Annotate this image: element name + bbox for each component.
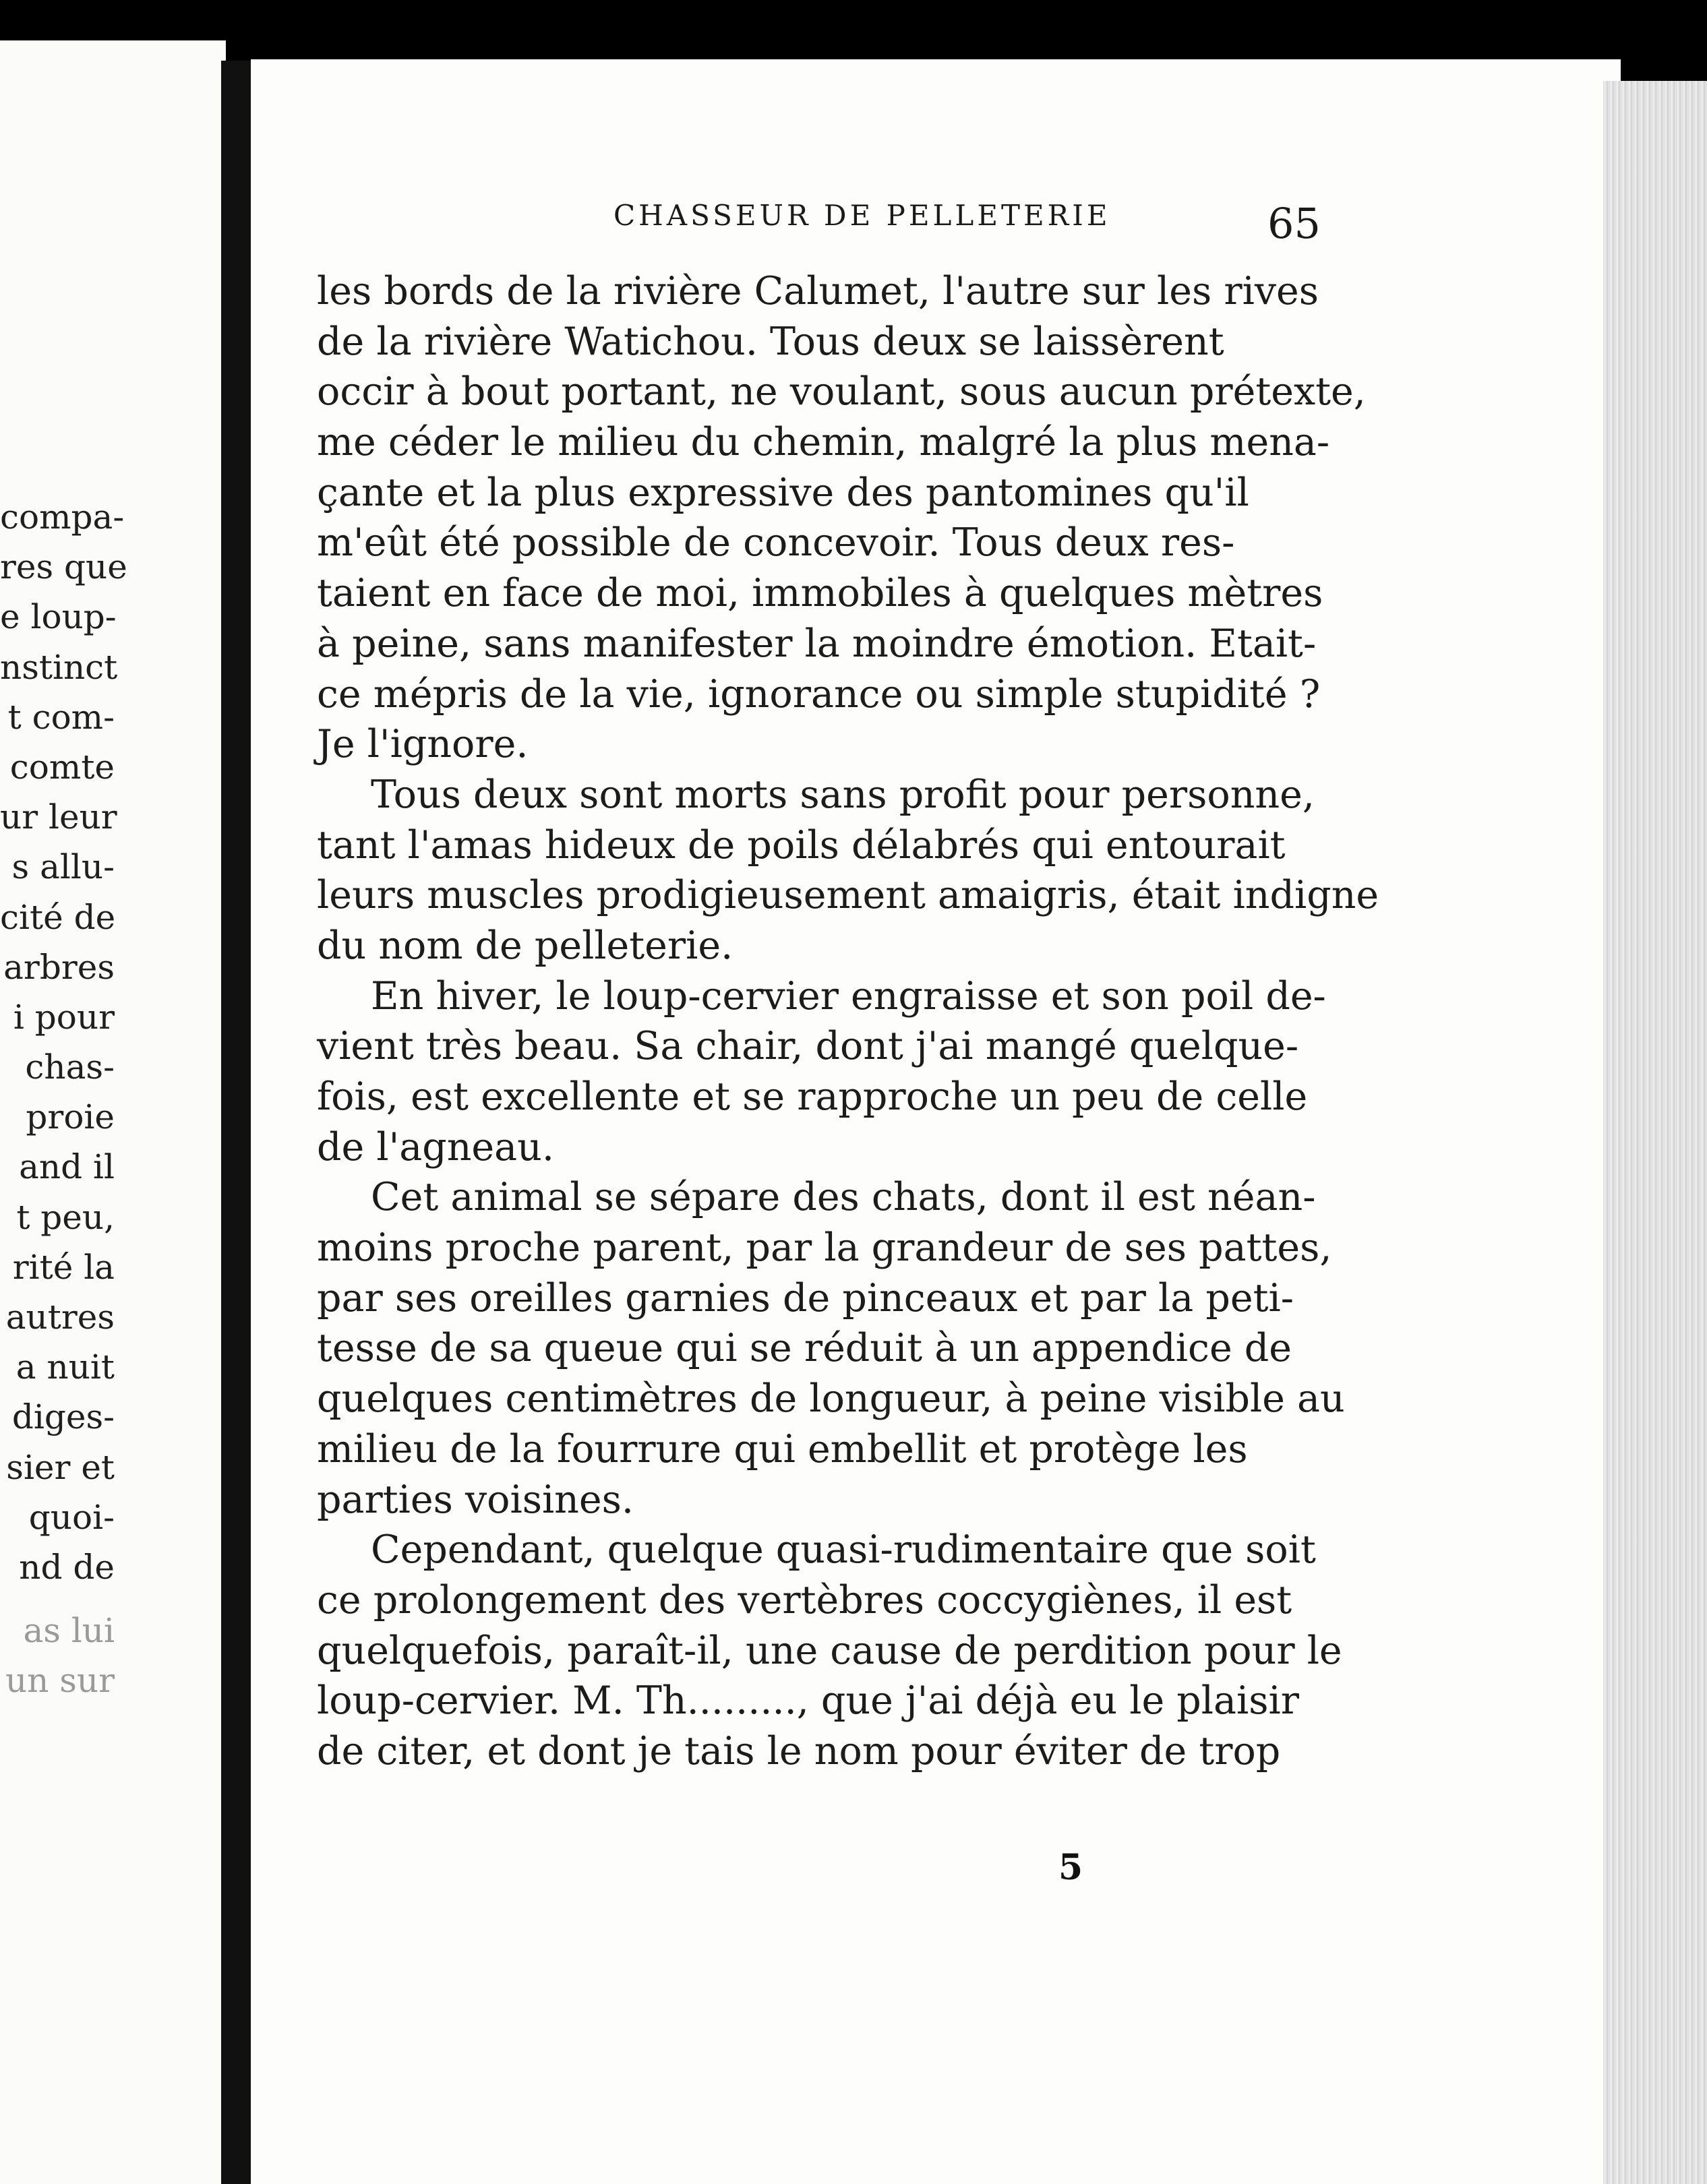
text-line: par ses oreilles garnies de pinceaux et par la peti- (317, 1275, 1294, 1321)
page-edges (1603, 81, 1707, 2184)
text-line: Cependant, quelque quasi-rudimentaire que soit (371, 1527, 1316, 1573)
left-page-line: sier et (6, 1447, 115, 1487)
text-line: parties voisines. (317, 1477, 634, 1522)
text-line: loup-cervier. M. Th........., que j'ai déjà eu le plaisir (317, 1678, 1299, 1724)
left-page-line: e loup- (0, 597, 117, 637)
left-page-line: a nuit (16, 1347, 115, 1387)
book-gutter (221, 61, 252, 2184)
text-line: En hiver, le loup-cervier engraisse et son poil de- (371, 973, 1326, 1019)
signature-mark: 5 (1058, 1847, 1083, 1888)
left-page-line: i pour (13, 997, 115, 1037)
text-line: occir à bout portant, ne voulant, sous aucun prétexte, (317, 369, 1366, 415)
left-page-line: s allu- (11, 847, 115, 887)
left-page-line: proie (26, 1097, 115, 1137)
text-line: me céder le milieu du chemin, malgré la plus mena- (317, 420, 1330, 465)
left-page-text (0, 492, 226, 1706)
running-head: CHASSEUR DE PELLETERIE (613, 199, 1111, 232)
left-page-faded-line: un sur (5, 1661, 115, 1701)
left-page-line: diges- (11, 1397, 115, 1437)
left-page-line: compa- (0, 497, 125, 537)
left-page-line: arbres (3, 947, 115, 987)
text-line: moins proche parent, par la grandeur de ses pattes, (317, 1225, 1332, 1271)
text-line: quelques centimètres de longueur, à peine visible au (317, 1376, 1345, 1422)
text-line: ce mépris de la vie, ignorance ou simple stupidité ? (317, 671, 1321, 717)
text-line: milieu de la fourrure qui embellit et protège les (317, 1426, 1248, 1472)
text-line: leurs muscles prodigieusement amaigris, était indigne (317, 873, 1379, 918)
left-page-line: res que (0, 547, 127, 587)
text-line: tant l'amas hideux de poils délabrés qui entourait (317, 822, 1286, 868)
left-page-line: chas- (25, 1048, 115, 1087)
text-line: du nom de pelleterie. (317, 923, 733, 968)
left-page-faded-line: as lui (23, 1611, 115, 1651)
left-page-gap (0, 1592, 226, 1606)
left-page-line: cité de (0, 897, 116, 937)
text-line: quelquefois, paraît-il, une cause de perdition pour le (317, 1628, 1342, 1673)
left-page-line: t peu, (16, 1197, 115, 1237)
left-page-line: nd de (19, 1547, 115, 1587)
text-line: Tous deux sont morts sans profit pour personne, (371, 772, 1315, 817)
text-line: à peine, sans manifester la moindre émotion. Etait- (317, 621, 1317, 666)
left-page-line: t com- (7, 697, 115, 737)
left-page-line: autres (5, 1298, 115, 1337)
left-page-line: and il (19, 1147, 115, 1187)
text-line: taient en face de moi, immobiles à quelques mètres (317, 571, 1323, 616)
left-page-line: comte (9, 747, 115, 787)
left-page (0, 40, 226, 2184)
text-line: Je l'ignore. (317, 722, 529, 767)
page-number: 65 (1267, 199, 1321, 248)
left-page-line: ur leur (0, 797, 117, 837)
text-line: de citer, et dont je tais le nom pour éviter de trop (317, 1728, 1281, 1773)
text-line: vient très beau. Sa chair, dont j'ai mangé quelque- (317, 1024, 1299, 1069)
text-line: de la rivière Watichou. Tous deux se laissèrent (317, 319, 1224, 364)
left-page-line: rité la (12, 1247, 115, 1287)
text-line: les bords de la rivière Calumet, l'autre sur les rives (317, 269, 1319, 313)
left-page-line: quoi- (28, 1497, 115, 1537)
left-page-line: nstinct (0, 647, 118, 687)
text-line: tesse de sa queue qui se réduit à un appendice de (317, 1326, 1292, 1371)
text-line: Cet animal se sépare des chats, dont il est néan- (371, 1175, 1316, 1220)
text-line: de l'agneau. (317, 1124, 554, 1170)
text-line: m'eût été possible de concevoir. Tous deux res- (317, 520, 1235, 566)
text-line: çante et la plus expressive des pantomines qu'il (317, 470, 1249, 515)
text-line: fois, est excellente et se rapproche un peu de celle (317, 1074, 1308, 1119)
body-text (317, 266, 1379, 1777)
text-line: ce prolongement des vertèbres coccygiènes, il est (317, 1577, 1292, 1622)
